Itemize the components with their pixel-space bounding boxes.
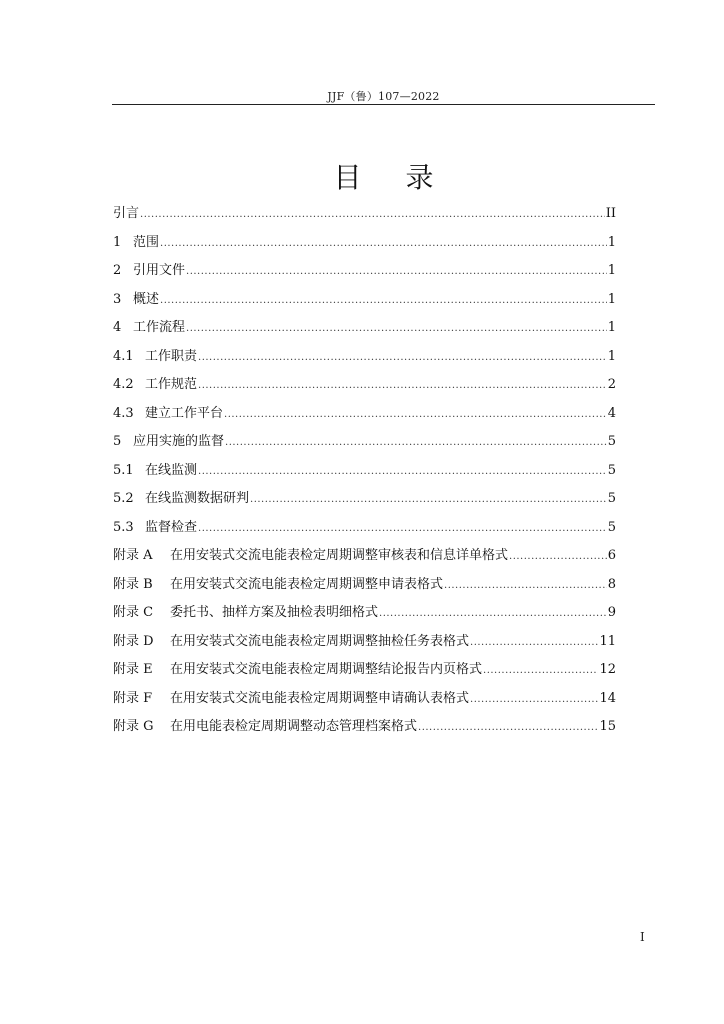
toc-entry-number: 5.3 xyxy=(113,519,134,535)
toc-entry-foreword[interactable] xyxy=(113,200,616,229)
toc-entry-online-monitoring[interactable] xyxy=(113,457,616,486)
toc-entry-page: 9 xyxy=(607,605,616,620)
toc-entry-page: 1 xyxy=(607,320,616,335)
toc-entry-number: 附录 D xyxy=(113,633,154,649)
toc-entry-number: 附录 F xyxy=(113,690,153,706)
toc-title: 目录 xyxy=(333,161,478,194)
toc-entry-workflow[interactable] xyxy=(113,314,616,343)
toc-entry-number: 附录 A xyxy=(113,548,153,563)
toc-entry-page: 1 xyxy=(607,263,616,278)
toc-entry-title: 引言 xyxy=(113,206,140,221)
toc-entry-page: 5 xyxy=(607,491,616,506)
dot-leader xyxy=(418,714,598,743)
toc-entry-page: 5 xyxy=(607,462,616,478)
toc-entry-title: 在用安装式交流电能表检定周期调整申请确认表格式 xyxy=(170,690,470,706)
toc-entry-title: 应用实施的监督 xyxy=(133,434,225,449)
dot-leader xyxy=(198,458,607,487)
toc-entry-appendix-f[interactable] xyxy=(113,685,616,714)
toc-entry-references[interactable] xyxy=(113,257,616,286)
dot-leader xyxy=(198,515,607,544)
toc-entry-appendix-e[interactable] xyxy=(113,656,616,685)
toc-entry-title: 建立工作平台 xyxy=(145,405,224,421)
toc-entry-appendix-c[interactable] xyxy=(113,599,616,628)
toc-entry-appendix-a[interactable] xyxy=(113,542,616,571)
toc-entry-number: 附录 E xyxy=(113,662,153,677)
toc-entry-responsibilities[interactable] xyxy=(113,343,616,372)
dot-leader xyxy=(509,543,607,572)
toc-entry-page: 8 xyxy=(607,576,616,592)
dot-leader xyxy=(444,572,607,601)
toc-entry-page: 1 xyxy=(607,234,616,250)
dot-leader xyxy=(225,429,607,458)
toc-entry-appendix-d[interactable] xyxy=(113,628,616,657)
toc-entry-title: 在用安装式交流电能表检定周期调整抽检任务表格式 xyxy=(170,633,470,649)
toc-entry-title: 在线监测 xyxy=(145,462,198,478)
toc-entry-page: 1 xyxy=(607,291,616,307)
toc-entry-number: 5.2 xyxy=(113,491,134,506)
toc-entry-number: 5 xyxy=(113,434,122,449)
toc-entry-title: 范围 xyxy=(133,234,160,250)
toc-entry-overview[interactable] xyxy=(113,286,616,315)
dot-leader xyxy=(250,486,607,515)
dot-leader xyxy=(483,657,598,686)
toc-entry-number: 2 xyxy=(113,263,122,278)
dot-leader xyxy=(186,258,607,287)
dot-leader xyxy=(470,686,598,715)
toc-entry-title: 概述 xyxy=(133,291,160,307)
header-rule xyxy=(112,104,655,105)
toc-entry-title: 在用电能表检定周期调整动态管理档案格式 xyxy=(170,719,418,734)
toc-entry-title: 在用安装式交流电能表检定周期调整申请表格式 xyxy=(170,576,444,592)
table-of-contents xyxy=(113,200,616,742)
dot-leader xyxy=(186,315,607,344)
toc-entry-data-analysis[interactable] xyxy=(113,485,616,514)
dot-leader xyxy=(140,201,605,230)
toc-entry-page: 4 xyxy=(607,405,616,421)
toc-entry-appendix-g[interactable] xyxy=(113,713,616,742)
toc-entry-title: 引用文件 xyxy=(133,263,186,278)
toc-entry-number: 附录 C xyxy=(113,605,154,620)
toc-entry-title: 监督检查 xyxy=(145,519,198,535)
toc-entry-number: 4.1 xyxy=(113,348,134,364)
page-number: I xyxy=(640,930,645,944)
toc-entry-title: 在用安装式交流电能表检定周期调整结论报告内页格式 xyxy=(170,662,483,677)
toc-entry-specifications[interactable] xyxy=(113,371,616,400)
toc-entry-page: 5 xyxy=(607,519,616,535)
dot-leader xyxy=(160,230,607,259)
running-header: JJF（鲁）107—2022 xyxy=(327,90,440,103)
toc-entry-supervision[interactable] xyxy=(113,428,616,457)
toc-entry-number: 附录 B xyxy=(113,576,153,592)
toc-entry-page: 14 xyxy=(599,690,616,706)
toc-entry-number: 4.3 xyxy=(113,405,134,421)
toc-entry-scope[interactable] xyxy=(113,229,616,258)
toc-entry-page: II xyxy=(605,206,616,221)
toc-entry-appendix-b[interactable] xyxy=(113,571,616,600)
toc-entry-number: 附录 G xyxy=(113,719,154,734)
dot-leader xyxy=(160,287,607,316)
dot-leader xyxy=(224,401,607,430)
toc-entry-number: 1 xyxy=(113,234,122,250)
toc-entry-title: 工作规范 xyxy=(145,377,198,392)
dot-leader xyxy=(379,600,607,629)
toc-entry-page: 5 xyxy=(607,434,616,449)
dot-leader xyxy=(198,344,607,373)
toc-entry-title: 工作流程 xyxy=(133,320,186,335)
toc-entry-platform[interactable] xyxy=(113,400,616,429)
toc-entry-page: 15 xyxy=(599,719,616,734)
toc-entry-title: 工作职责 xyxy=(145,348,198,364)
toc-entry-page: 12 xyxy=(599,662,616,677)
dot-leader xyxy=(198,372,607,401)
toc-entry-page: 6 xyxy=(607,548,616,563)
toc-entry-title: 委托书、抽样方案及抽检表明细格式 xyxy=(170,605,379,620)
dot-leader xyxy=(470,629,598,658)
toc-entry-inspection[interactable] xyxy=(113,514,616,543)
toc-entry-number: 4.2 xyxy=(113,377,134,392)
toc-entry-title: 在线监测数据研判 xyxy=(145,491,250,506)
toc-entry-number: 5.1 xyxy=(113,462,134,478)
toc-entry-page: 2 xyxy=(607,377,616,392)
toc-entry-page: 11 xyxy=(599,633,616,649)
toc-entry-number: 4 xyxy=(113,320,122,335)
toc-entry-page: 1 xyxy=(607,348,616,364)
toc-entry-number: 3 xyxy=(113,291,122,307)
toc-entry-title: 在用安装式交流电能表检定周期调整审核表和信息详单格式 xyxy=(170,548,509,563)
